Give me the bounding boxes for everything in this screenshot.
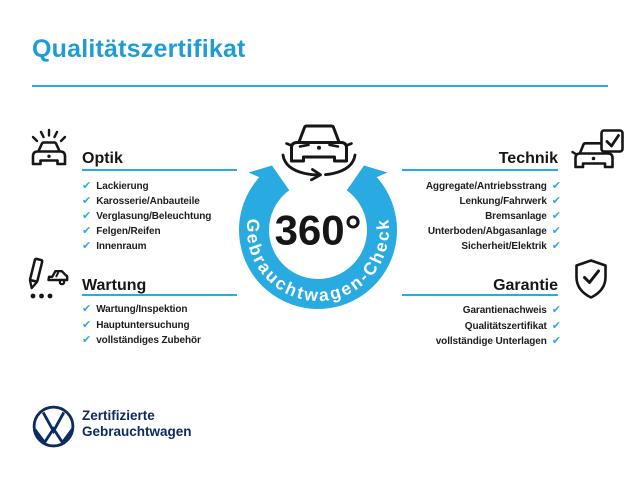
check-icon: ✔ xyxy=(551,180,561,192)
section-underline-wartung xyxy=(82,294,237,296)
checklist-item xyxy=(436,334,561,350)
section-title-technik: Technik xyxy=(498,150,558,167)
checklist-item xyxy=(426,194,561,209)
section-title-wartung: Wartung xyxy=(82,277,147,294)
check-icon: ✔ xyxy=(82,195,92,207)
checklist-item-label: Aggregate/Antriebsstrang xyxy=(425,181,547,192)
footer-line1: Zertifizierte xyxy=(82,408,155,423)
checklist-item-label: Unterboden/Abgasanlage xyxy=(427,226,547,237)
section-title-garantie: Garantie xyxy=(493,277,558,294)
checklist-item xyxy=(82,224,211,239)
check-icon: ✔ xyxy=(551,195,561,207)
checklist-item xyxy=(82,194,211,209)
vw-logo xyxy=(31,404,76,449)
checklist-item-label: Qualitätszertifikat xyxy=(464,320,547,332)
checklist-item xyxy=(82,179,211,194)
check-icon: ✔ xyxy=(551,210,561,222)
check-icon: ✔ xyxy=(82,180,92,192)
degree-label: 360° xyxy=(274,206,362,254)
footer-brand-text xyxy=(82,408,192,440)
checklist-item-label: vollständiges Zubehör xyxy=(96,335,201,347)
checklist-item xyxy=(82,318,201,334)
car-rotation-icon xyxy=(274,116,364,186)
section-underline-garantie xyxy=(402,294,558,296)
footer-line2: Gebrauchtwagen xyxy=(82,424,192,439)
checklist-item-label: Sicherheit/Elektrik xyxy=(461,241,547,252)
checklist-item-label: Lackierung xyxy=(96,181,149,192)
car-checkbox-icon xyxy=(570,127,628,177)
checklist-item xyxy=(426,224,561,239)
checklist-item xyxy=(82,209,211,224)
check-icon: ✔ xyxy=(82,334,92,347)
page-title: Qualitätszertifikat xyxy=(32,35,246,63)
check-icon: ✔ xyxy=(82,225,92,237)
section-list-optik xyxy=(82,179,211,254)
section-list-garantie xyxy=(436,303,561,350)
checklist-item xyxy=(426,209,561,224)
checklist-item-label: vollständige Unterlagen xyxy=(435,336,547,348)
check-icon: ✔ xyxy=(82,318,92,331)
section-list-technik xyxy=(426,179,561,254)
checklist-item xyxy=(426,179,561,194)
check-icon: ✔ xyxy=(551,240,561,252)
shield-check-icon xyxy=(573,258,609,300)
checklist-item xyxy=(82,239,211,254)
pencil-car-icon xyxy=(22,256,70,304)
check-icon: ✔ xyxy=(82,303,92,316)
section-underline-technik xyxy=(402,169,558,171)
checklist-item-label: Wartung/Inspektion xyxy=(96,304,188,316)
checklist-item xyxy=(426,239,561,254)
check-icon: ✔ xyxy=(551,225,561,237)
section-list-wartung xyxy=(82,302,201,349)
checklist-item xyxy=(82,302,201,318)
checklist-item-label: Karosserie/Anbauteile xyxy=(96,196,200,207)
checklist-item-label: Felgen/Reifen xyxy=(96,226,161,237)
check-icon: ✔ xyxy=(82,240,92,252)
checklist-item-label: Hauptuntersuchung xyxy=(96,319,190,331)
car-shine-icon xyxy=(26,127,72,173)
checklist-item-label: Verglasung/Beleuchtung xyxy=(96,211,212,222)
checklist-item-label: Lenkung/Fahrwerk xyxy=(459,196,547,207)
checklist-item xyxy=(82,333,201,349)
check-icon: ✔ xyxy=(82,210,92,222)
check-icon: ✔ xyxy=(551,304,561,317)
section-underline-optik xyxy=(82,169,237,171)
check-icon: ✔ xyxy=(551,319,561,332)
section-title-optik: Optik xyxy=(82,150,123,167)
checklist-item-label: Innenraum xyxy=(96,241,147,252)
checklist-item xyxy=(436,303,561,319)
checklist-item-label: Garantienachweis xyxy=(462,305,547,317)
badge-curved-label: Gebrauchtwagen-Check xyxy=(242,216,394,306)
checklist-item xyxy=(436,319,561,335)
title-divider xyxy=(32,85,608,87)
checklist-item-label: Bremsanlage xyxy=(485,211,547,222)
check-icon: ✔ xyxy=(551,335,561,348)
